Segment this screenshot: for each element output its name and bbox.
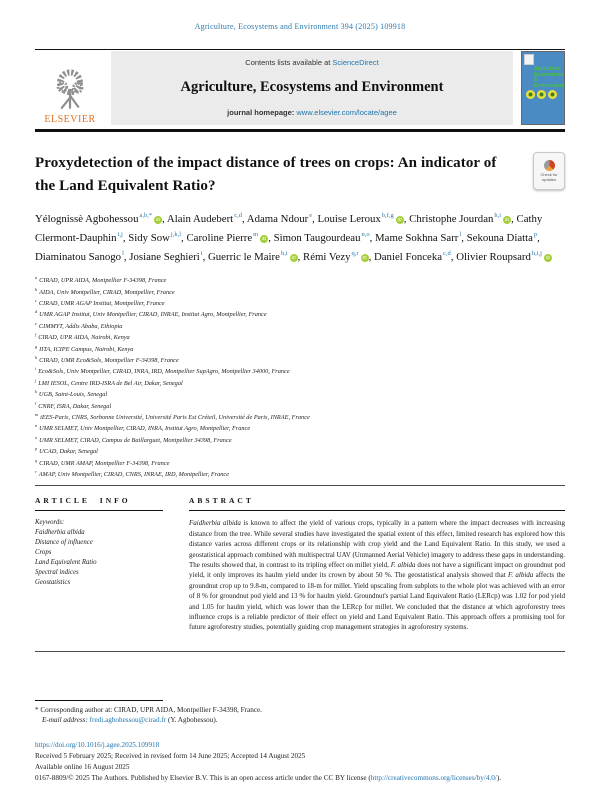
author [274,232,375,244]
available-online: Available online 16 August 2025 [35,762,130,771]
journal-cover-thumbnail[interactable] [521,51,565,125]
banner-bottom-divider [35,129,565,132]
affiliation-mark: m [35,411,39,417]
affiliation-text: CIRAD, UPR AIDA, Nairobi, Kenya [38,334,130,342]
license-link[interactable]: http://creativecommons.org/licenses/by/4.0/ [370,773,497,782]
author-separator: , [369,231,376,244]
journal-banner [35,51,565,125]
author [247,213,318,225]
keyword: Distance of influence [35,539,93,547]
author-affiliation-marks: j,k,l [170,231,182,239]
author-separator: , [450,250,457,263]
affiliation-text: AMAP, Univ Montpellier, CIRAD, CNRS, INRAE, IRD, Montpellier, France [38,471,230,479]
affiliation [35,388,565,399]
keywords-label: Keywords: [35,519,65,527]
affiliation-mark: e [35,320,37,326]
affiliation [35,286,565,297]
author-affiliation-marks: i [200,250,203,258]
sciencedirect-link[interactable]: ScienceDirect [332,58,379,67]
author-affiliation-marks: i,j [117,231,123,239]
keyword: Crops [35,549,52,557]
orcid-icon[interactable]: iD [155,216,161,222]
author-separator: , [312,212,318,225]
author-affiliation-marks: l [459,231,462,239]
affiliation [35,468,565,479]
affiliation-mark: b [35,286,38,292]
author-name: Sidy Sow [128,231,170,244]
abstract-text: Faidherbia albida is known to affect the yield of various crops, typically in a pattern where the impact decreases with increasing distance from the tree. While several studies have investigated the spatial extent of this effect, limited research has explored how this distance varies across different crops or its relationship with crop yield and the Land Equivalent Ratio. In this study, we used a geostatistical approach combined with multispectral UAV (Unmanned Aerial Vehicle) imagery to address these gaps in understanding. The results showed that, in contrast to its tripling effect on millet yield, F. albida does not have a significant impact on groundnut pod yield, it only improves its haulm yield under its crown by about 50 %. The geostatistical analysis showed that F. albida affects the groundnut crop up to 9.8-m, compared to 18-m for millet. Yield upscaling from subplots to the whole plot was achieved with an error of 8 % for groundnut pod yield and 13 % for haulm yield. Groundnut's partial Land Equivalent Ratio (LERcp) was 1.02 for pod yield and 1.05 for haulm yield, which was lower than the LERcp for millet. We concluded that the distance at which agroforestry trees influence crops is a reliable predictor of their effect on yield and Land Equivalent Ratio. This approach offers a promising tool for future agroforestry studies, potentially guiding crop management strategies in agroforestry systems. [189,519,566,632]
affiliation [35,365,565,376]
affiliation [35,422,565,433]
author-affiliation-marks: l [122,250,124,258]
keyword: Spectral indices [35,569,79,577]
affiliation [35,445,565,456]
author [456,251,552,263]
author-affiliation-marks: m [253,231,259,239]
email-line [35,715,565,725]
sunflower-icon [537,90,546,99]
author [186,232,273,244]
author-affiliation-marks: a,b,* [139,212,153,219]
affiliation-mark: j [35,377,37,383]
affiliation-text: IITA, ICIPE Campus, Nairobi, Kenya [39,345,134,353]
author-affiliation-marks: h,i [280,250,288,258]
affiliation [35,411,565,422]
author [128,232,186,244]
affiliation [35,434,565,445]
orcid-icon[interactable]: iD [291,254,296,260]
article-info-column [35,496,163,632]
author-separator: , [537,231,540,244]
affiliation [35,320,565,331]
author [129,251,208,263]
journal-title: Agriculture, Ecosystems and Environment [180,79,444,95]
author-name: Sekouna Diatta [466,231,533,244]
orcid-icon[interactable]: iD [397,216,402,222]
author-name: Josiane Seghieri [129,250,200,263]
affiliation-mark: f [35,332,37,338]
contents-line [115,58,509,67]
author [374,251,456,263]
author-name: Caroline Pierre [186,231,253,244]
affiliation-text: CNRF, ISRA, Dakar, Senegal [38,402,112,410]
author-name: Louise Leroux [317,212,381,225]
affiliation-text: LMI IESOL, Centre IRD-ISRA de Bel Air, Dakar, Senegal [38,379,183,387]
abstract-column [189,496,565,632]
affiliation-mark: r [35,468,37,474]
copyright-text: 0167-8809/© 2025 The Authors. Published by Elsevier B.V. This is an open access article under the CC BY license ( [35,773,371,782]
elsevier-logo[interactable] [35,51,105,125]
author-separator: , [181,231,187,244]
author-name: Diaminatou Sanogo [35,250,122,263]
author-affiliation-marks: b,f,g [381,212,394,219]
homepage-line [115,108,509,117]
affiliation-mark: g [35,343,38,349]
article-info-rule [35,510,163,511]
crossmark-icon [544,160,555,171]
affiliation [35,274,565,285]
check-for-updates-badge[interactable] [533,152,565,190]
keyword: Faidherbia albida [35,529,85,537]
author-separator: , [122,231,129,244]
affiliation-text: CIRAD, UPR AIDA, Montpellier F-34398, France [39,277,167,285]
check-for-updates-label: Check for updates [540,171,558,182]
affiliation-mark: n [35,423,38,429]
corresponding-author-note: * Corresponding author at: CIRAD, UPR AIDA, Montpellier F-34398, France. [35,705,262,714]
abstract-header: ABSTRACT [189,496,254,506]
affiliation [35,308,565,319]
author-affiliation-marks: q,r [351,250,359,258]
cover-artwork [526,90,557,99]
affiliation-text: CIMMYT, Addis Ababa, Ethiopia [38,322,123,330]
orcid-icon[interactable]: iD [262,235,267,241]
author-name: Rémi Vezy [303,250,351,263]
orcid-icon[interactable]: iD [362,254,367,260]
footnote-block [35,700,565,725]
author-separator: , [297,250,304,263]
author-name: Daniel Fonceka [373,250,443,263]
contents-line-text: Contents lists available at [245,58,333,67]
author-separator: , [511,212,517,225]
author-affiliation-marks: h,i,j [531,250,542,258]
author [303,251,374,263]
affiliation-mark: p [35,446,38,452]
author [208,251,303,263]
author-separator: , [123,250,130,263]
elsevier-wordmark: ELSEVIER [44,114,96,125]
affiliation-mark: d [35,309,38,315]
author-separator: , [403,212,410,225]
author-affiliation-marks: n,o [361,231,370,239]
author-name: Mame Sokhna Sarr [375,231,459,244]
affiliation [35,343,565,354]
author-name: Yélognissè Agbohessou [35,212,139,225]
author-name: Guerric le Maire [207,250,280,263]
orcid-icon[interactable]: iD [504,216,510,222]
author [167,213,247,225]
affiliation [35,354,565,365]
author-separator: , [241,212,247,225]
footer-block [35,740,565,784]
author [409,213,516,225]
banner-top-divider [35,49,565,50]
cover-elsevier-mark-icon [524,54,534,65]
article-info-header: ARTICLE INFO [35,496,131,506]
author [35,213,167,225]
author-name: Cathy Clermont-Dauphin [35,212,543,244]
author-name: Olivier Roupsard [456,250,531,263]
affiliation-list [35,274,565,479]
doi-link[interactable]: https://doi.org/10.1016/j.agee.2025.109918 [35,740,160,749]
affiliation-text: UMR SELMET, CIRAD, Campus de Baillarguet, Montpellier 34398, France [39,436,232,444]
affiliation-mark: h [35,355,38,361]
keyword: Land Equivalent Ratio [35,559,97,567]
affiliation-text: AIDA, Univ Montpellier, CIRAD, Montpellier, France [39,288,175,296]
running-head-citation: Agriculture, Ecosystems and Environment 394 (2025) 109918 [194,22,406,31]
author [375,232,467,244]
email-suffix: (Y. Agbohessou). [166,715,218,724]
received-dates: Received 5 February 2025; Received in revised form 14 June 2025; Accepted 14 August 2025 [35,751,306,760]
keyword: Geostatistics [35,579,71,587]
author-affiliation-marks: e [309,212,313,219]
affiliation-mark: q [35,457,38,463]
author-name: Adama Ndour [246,212,309,225]
article-title: Proxydetection of the impact distance of trees on crops: An indicator of the Land Equivalent Ratio? [35,155,497,194]
affiliation [35,457,565,468]
copyright-line [35,773,565,784]
affiliation-mark: l [35,400,37,406]
affiliation-text: CIRAD, UMR Eco&Sols, Montpellier F-34398, France [39,357,179,365]
author-affiliation-marks: c,d [443,250,451,258]
affiliation [35,297,565,308]
affiliation-text: UGB, Saint-Louis, Senegal [38,391,108,399]
abstract-rule [189,510,565,511]
author-affiliation-marks: c,d [234,212,242,219]
affiliation-text: CIRAD, UMR AMAP, Montpellier F-34398, France [39,459,170,467]
author-separator: , [461,231,467,244]
author-separator: , [202,250,208,263]
cover-title: Agriculture Ecosystems & Environment [534,66,565,89]
affiliation [35,331,565,342]
affiliation [35,377,565,388]
affiliation-text: UCAD, Dakar, Senegal [39,448,98,456]
sunflower-icon [548,90,557,99]
affiliation-mark: a [35,275,38,281]
orcid-icon[interactable]: iD [545,254,551,260]
author [318,213,410,225]
author-separator: , [162,212,167,225]
affiliation-text: UMR AGAP Institut, Univ Montpellier, CIRAD, INRAE, Institut Agro, Montpellier, France [39,311,267,319]
footnote-divider [35,700,163,701]
author [35,251,129,263]
copyright-suffix: ). [496,773,502,782]
author-separator: , [368,250,374,263]
homepage-label: journal homepage: [227,108,297,117]
author-affiliation-marks: p [533,231,538,239]
affiliation-text: Eco&Sols, Univ Montpellier, CIRAD, INRA, IRD, Montpellier SupAgro, Montpellier 34000, France [38,368,290,376]
author-name: Christophe Jourdan [409,212,494,225]
author-name: Alain Audebert [166,212,234,225]
author-list [35,208,565,265]
affiliation [35,400,565,411]
affiliation-mark: i [35,366,37,372]
affiliation-mark: k [35,389,37,395]
author-separator: , [268,231,274,244]
author-affiliation-marks: h,i [494,212,502,219]
author-name: Simon Taugourdeau [273,231,361,244]
affiliation-text: iEES-Paris, CNRS, Sorbonne Université, Université Paris Est Créteil, Université de Paris, INRAE, France [40,414,310,422]
keywords-list [35,528,163,588]
author [467,232,540,244]
journal-homepage-link[interactable]: www.elsevier.com/locate/agee [296,108,397,117]
elsevier-tree-icon [48,67,92,113]
sunflower-icon [526,90,535,99]
affiliation-mark: c [35,298,37,304]
banner-center [111,51,513,125]
affiliation-text: UMR SELMET, Univ Montpellier, CIRAD, INRA, Institut Agro, Montpellier, France [39,425,251,433]
affiliation-mark: o [35,434,38,440]
email-link[interactable]: fredi.agbohessou@cirad.fr [89,715,167,724]
affiliation-text: CIRAD, UMR AGAP Institut, Montpellier, France [38,300,165,308]
email-label: E-mail address: [42,715,90,724]
